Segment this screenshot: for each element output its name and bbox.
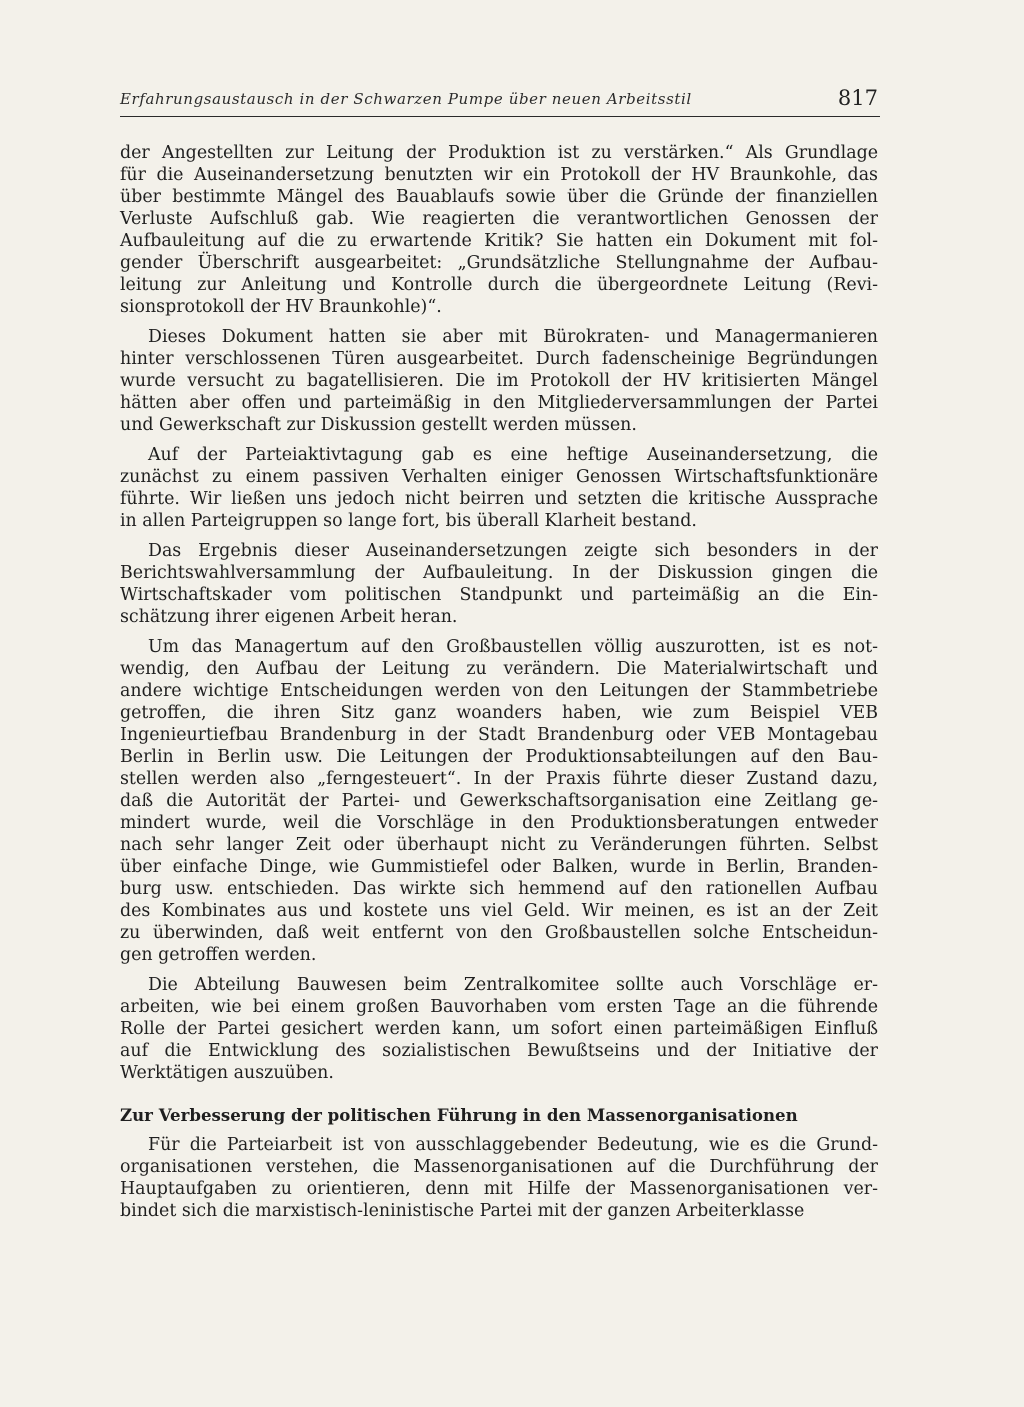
text-line: Für die Parteiarbeit ist von ausschlaggebender Bedeutung, wie es die Grund- bbox=[148, 1135, 878, 1155]
paragraph bbox=[120, 1134, 878, 1222]
spacer bbox=[120, 532, 878, 540]
text-line: für die Auseinandersetzung benutzten wir ein Protokoll der HV Braunkohle, das bbox=[120, 165, 878, 185]
text-line: wendig, den Aufbau der Leitung zu verändern. Die Materialwirtschaft und bbox=[120, 659, 878, 679]
spacer bbox=[120, 628, 878, 636]
text-line: auf die Entwicklung des sozialistischen Bewußtseins und der Initiative der bbox=[120, 1041, 878, 1061]
text-line: Hauptaufgaben zu orientieren, denn mit Hilfe der Massenorganisationen ver- bbox=[120, 1179, 878, 1199]
section-heading: Zur Verbesserung der politischen Führung in den Massenorganisationen bbox=[120, 1105, 798, 1125]
text-line: der Angestellten zur Leitung der Produktion ist zu verstärken.“ Als Grundlage bbox=[120, 143, 878, 163]
paragraph bbox=[120, 540, 878, 628]
text-line: in allen Parteigruppen so lange fort, bis überall Klarheit bestand. bbox=[120, 511, 697, 531]
text-line: gen getroffen werden. bbox=[120, 945, 317, 965]
paragraph bbox=[120, 974, 878, 1084]
text-line: Das Ergebnis dieser Auseinandersetzungen zeigte sich besonders in der bbox=[148, 541, 878, 561]
text-line: schätzung ihrer eigenen Arbeit heran. bbox=[120, 607, 458, 627]
text-line: des Kombinates aus und kostete uns viel Geld. Wir meinen, es ist an der Zeit bbox=[120, 901, 878, 921]
text-line: andere wichtige Entscheidungen werden von den Leitungen der Stammbetriebe bbox=[120, 681, 878, 701]
text-line: zunächst zu einem passiven Verhalten einiger Genossen Wirtschaftsfunktionäre bbox=[120, 467, 878, 487]
text-line: getroffen, die ihren Sitz ganz woanders haben, wie zum Beispiel VEB bbox=[120, 703, 878, 723]
text-line: hätten aber offen und parteimäßig in den Mitgliederversammlungen der Partei bbox=[120, 393, 878, 413]
paragraph bbox=[120, 142, 878, 318]
text-line: Die Abteilung Bauwesen beim Zentralkomitee sollte auch Vorschläge er- bbox=[148, 975, 878, 995]
running-header bbox=[120, 88, 880, 117]
text-line: Wirtschaftskader vom politischen Standpunkt und parteimäßig an die Ein- bbox=[120, 585, 878, 605]
page-number: 817 bbox=[837, 86, 878, 110]
text-line: bindet sich die marxistisch-leninistische Partei mit der ganzen Arbeiterklasse bbox=[120, 1201, 805, 1221]
spacer bbox=[120, 436, 878, 444]
text-line: arbeiten, wie bei einem großen Bauvorhaben vom ersten Tage an die führende bbox=[120, 997, 878, 1017]
text-line: Werktätigen auszuüben. bbox=[120, 1063, 334, 1083]
text-line: leitung zur Anleitung und Kontrolle durch die übergeordnete Leitung (Revi- bbox=[120, 275, 878, 295]
text-line: daß die Autorität der Partei- und Gewerkschaftsorganisation eine Zeitlang ge- bbox=[120, 791, 878, 811]
text-line: zu überwinden, daß weit entfernt von den Großbaustellen solche Entscheidun- bbox=[120, 923, 878, 943]
paragraph bbox=[120, 636, 878, 966]
spacer bbox=[120, 1126, 878, 1134]
text-line: mindert wurde, weil die Vorschläge in den Produktionsberatungen entweder bbox=[120, 813, 878, 833]
text-line: Berichtswahlversammlung der Aufbauleitung. In der Diskussion gingen die bbox=[120, 563, 878, 583]
text-line: Rolle der Partei gesichert werden kann, um sofort einen parteimäßigen Einfluß bbox=[120, 1019, 878, 1039]
text-line: über einfache Dinge, wie Gummistiefel oder Balken, wurde in Berlin, Branden- bbox=[120, 857, 878, 877]
text-line: führte. Wir ließen uns jedoch nicht beirren und setzten die kritische Aussprache bbox=[120, 489, 878, 509]
body-text bbox=[120, 142, 878, 1222]
text-line: über bestimmte Mängel des Bauablaufs sowie über die Gründe der finanziellen bbox=[120, 187, 878, 207]
spacer bbox=[120, 1084, 878, 1104]
text-line: und Gewerkschaft zur Diskussion gestellt werden müssen. bbox=[120, 415, 637, 435]
text-line: burg usw. entschieden. Das wirkte sich hemmend auf den rationellen Aufbau bbox=[120, 879, 878, 899]
paragraph bbox=[120, 326, 878, 436]
text-line: gender Überschrift ausgearbeitet: „Grundsätzliche Stellungnahme der Aufbau- bbox=[120, 253, 878, 273]
spacer bbox=[120, 318, 878, 326]
text-line: Verluste Aufschluß gab. Wie reagierten die verantwortlichen Genossen der bbox=[120, 209, 878, 229]
text-line: hinter verschlossenen Türen ausgearbeitet. Durch fadenscheinige Begründungen bbox=[120, 349, 878, 369]
running-title: Erfahrungsaustausch in der Schwarzen Pumpe über neuen Arbeitsstil bbox=[120, 90, 692, 108]
spacer bbox=[120, 966, 878, 974]
text-line: Ingenieurtiefbau Brandenburg in der Stadt Brandenburg oder VEB Montagebau bbox=[120, 725, 878, 745]
text-line: organisationen verstehen, die Massenorganisationen auf die Durchführung der bbox=[120, 1157, 878, 1177]
text-line: sionsprotokoll der HV Braunkohle)“. bbox=[120, 297, 442, 317]
text-line: Auf der Parteiaktivtagung gab es eine heftige Auseinandersetzung, die bbox=[148, 445, 878, 465]
text-line: nach sehr langer Zeit oder überhaupt nicht zu Veränderungen führten. Selbst bbox=[120, 835, 878, 855]
text-line: stellen werden also „ferngesteuert“. In der Praxis führte dieser Zustand dazu, bbox=[120, 769, 878, 789]
text-line: wurde versucht zu bagatellisieren. Die im Protokoll der HV kritisierten Mängel bbox=[120, 371, 878, 391]
text-line: Dieses Dokument hatten sie aber mit Bürokraten- und Managermanieren bbox=[148, 327, 878, 347]
text-line: Berlin in Berlin usw. Die Leitungen der Produktionsabteilungen auf den Bau- bbox=[120, 747, 878, 767]
text-line: Aufbauleitung auf die zu erwartende Kritik? Sie hatten ein Dokument mit fol- bbox=[120, 231, 878, 251]
paragraph bbox=[120, 444, 878, 532]
text-line: Um das Managertum auf den Großbaustellen völlig auszurotten, ist es not- bbox=[148, 637, 878, 657]
